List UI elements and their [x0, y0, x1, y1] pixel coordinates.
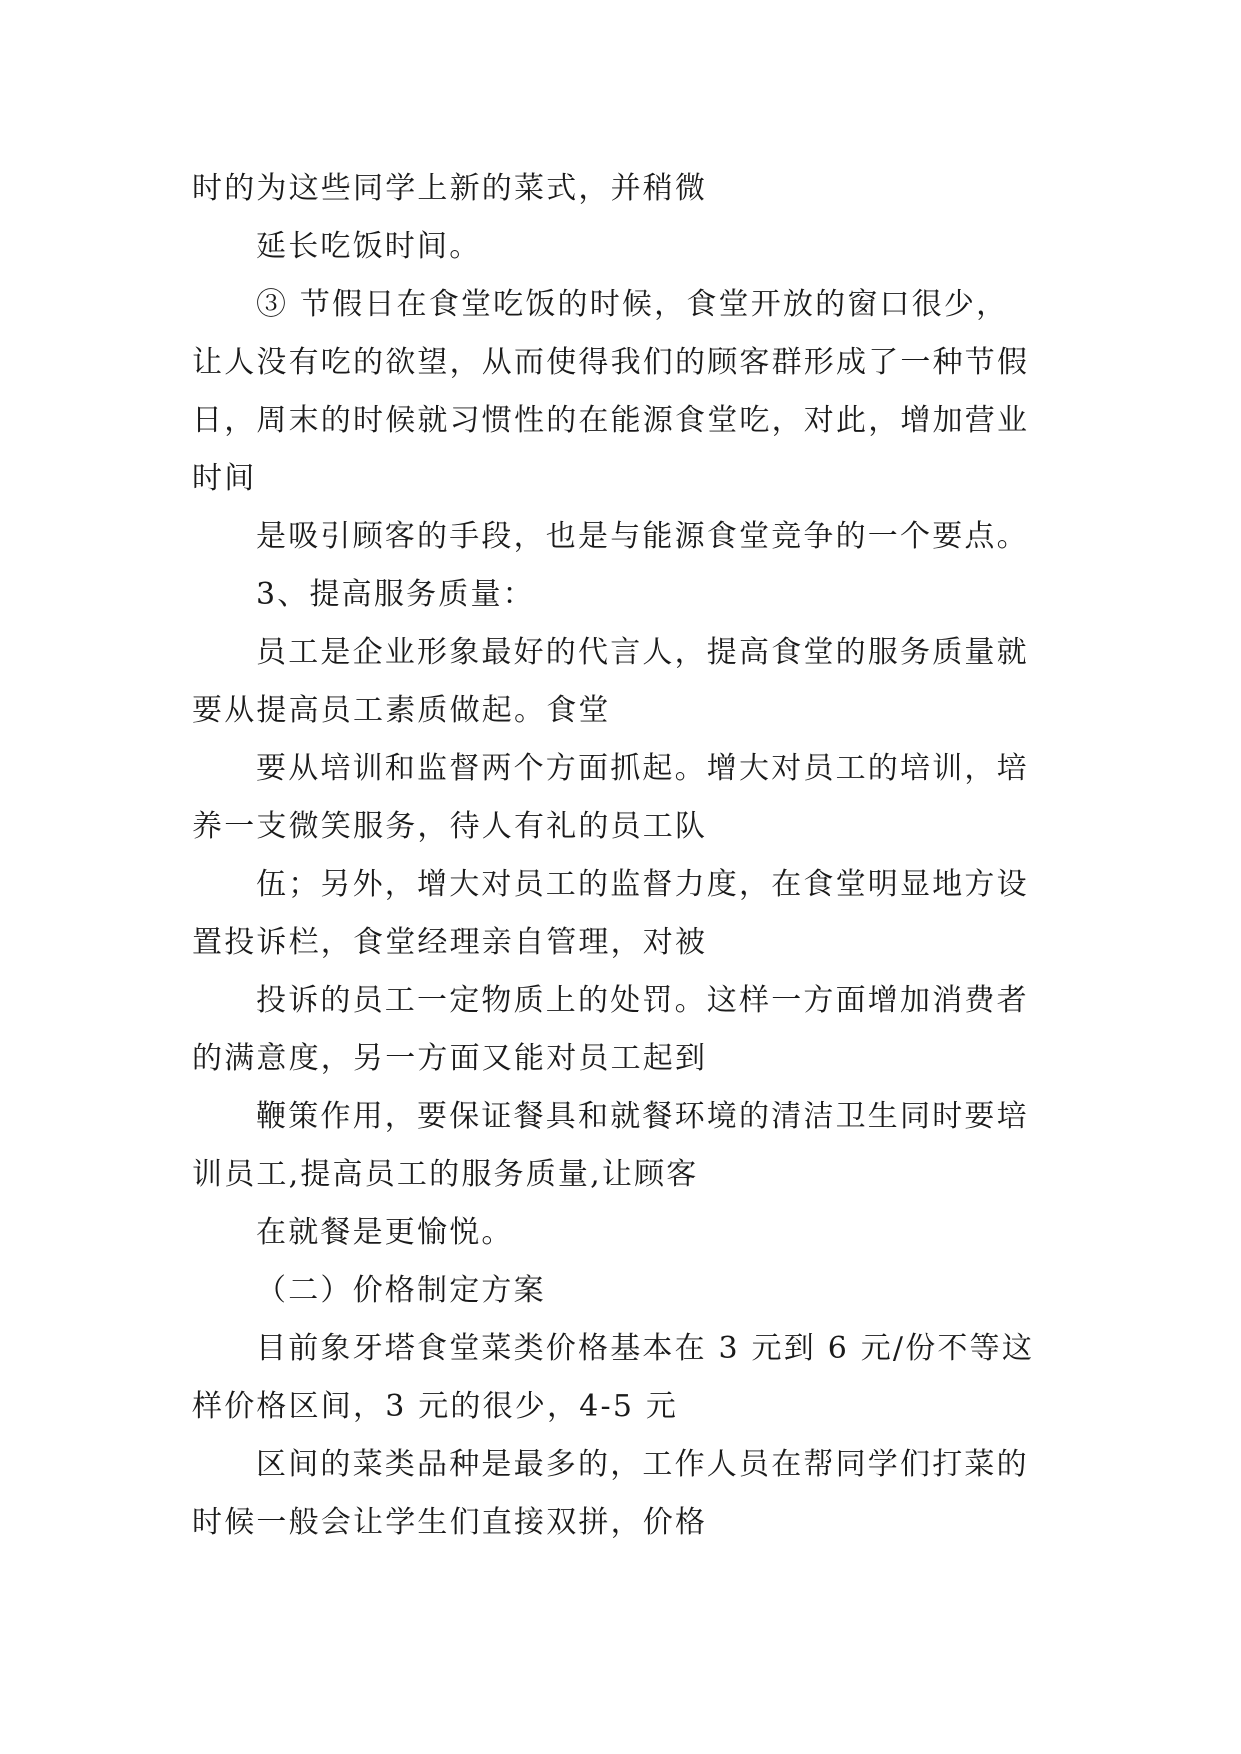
- text-line: 投诉的员工一定物质上的处罚。这样一方面增加消费者: [256, 983, 1029, 1018]
- text-line: 置投诉栏，食堂经理亲自管理，对被: [192, 925, 708, 960]
- text-line: 区间的菜类品种是最多的，工作人员在帮同学们打菜的: [256, 1447, 1029, 1482]
- document-body: [192, 160, 1092, 1552]
- text-line: 伍；另外，增大对员工的监督力度，在食堂明显地方设: [256, 867, 1029, 902]
- text-line: 时间: [192, 461, 257, 496]
- text-line: 日，周末的时候就习惯性的在能源食堂吃，对此，增加营业: [192, 403, 1030, 438]
- text-line: 要从提高员工素质做起。食堂: [192, 693, 611, 728]
- text-line: 要从培训和监督两个方面抓起。增大对员工的培训，培: [256, 751, 1029, 786]
- text-line: 让人没有吃的欲望，从而使得我们的顾客群形成了一种节假: [192, 345, 1030, 380]
- text-line: 在就餐是更愉悦。: [256, 1215, 514, 1250]
- text-line: 训员工,提高员工的服务质量,让顾客: [192, 1157, 699, 1192]
- text-line: 鞭策作用，要保证餐具和就餐环境的清洁卫生同时要培: [256, 1099, 1029, 1134]
- text-line: 养一支微笑服务，待人有礼的员工队: [192, 809, 708, 844]
- text-line: 时候一般会让学生们直接双拼，价格: [192, 1505, 708, 1540]
- text-line: ③ 节假日在食堂吃饭的时候，食堂开放的窗口很少，: [256, 287, 1009, 322]
- text-line: 员工是企业形象最好的代言人，提高食堂的服务质量就: [256, 635, 1029, 670]
- text-line: 延长吃饭时间。: [256, 229, 482, 264]
- section-heading: 3、提高服务质量：: [256, 577, 535, 612]
- text-line: 的满意度，另一方面又能对员工起到: [192, 1041, 708, 1076]
- text-line: 目前象牙塔食堂菜类价格基本在 3 元到 6 元/份不等这: [256, 1331, 1035, 1366]
- text-line: 时的为这些同学上新的菜式，并稍微: [192, 171, 708, 206]
- text-line: 是吸引顾客的手段，也是与能源食堂竞争的一个要点。: [256, 519, 1029, 554]
- text-line: 样价格区间，3 元的很少，4-5 元: [192, 1389, 679, 1424]
- section-heading: （二）价格制定方案: [256, 1273, 546, 1308]
